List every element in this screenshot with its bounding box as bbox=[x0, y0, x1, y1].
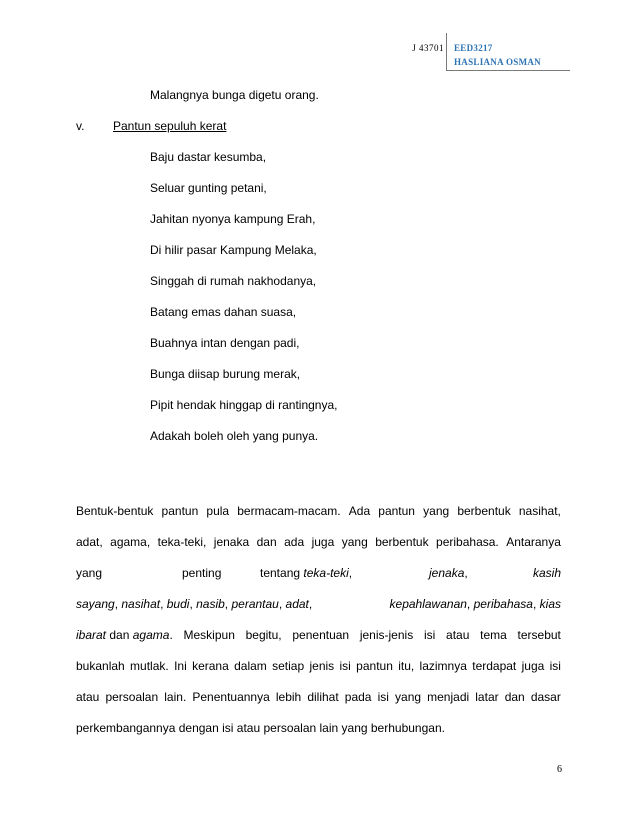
word: Ini bbox=[174, 659, 187, 673]
pantun-line: Baju dastar kesumba, bbox=[150, 150, 267, 164]
word: pantun bbox=[356, 659, 393, 673]
word: isi bbox=[377, 690, 389, 704]
word: mutlak. bbox=[130, 659, 169, 673]
word: perantau bbox=[231, 597, 279, 611]
word: latar bbox=[475, 690, 499, 704]
word: penting bbox=[182, 566, 222, 580]
word: lazimnya bbox=[419, 659, 467, 673]
header-course-block bbox=[454, 41, 541, 69]
word: jenaka bbox=[213, 535, 250, 549]
word: yang bbox=[423, 504, 450, 518]
document-code: J 43701 bbox=[412, 43, 444, 53]
word: lebih bbox=[275, 690, 302, 704]
word: yang bbox=[341, 535, 368, 549]
word: Meskipun bbox=[183, 628, 235, 642]
paragraph-line-2 bbox=[76, 535, 561, 549]
word: menjadi bbox=[427, 690, 470, 704]
author-name: HASLIANA OSMAN bbox=[454, 57, 541, 67]
word: yang bbox=[76, 566, 103, 580]
section-title: Pantun sepuluh kerat bbox=[113, 119, 227, 133]
word: penentuan bbox=[292, 628, 350, 642]
word: bukanlah bbox=[76, 659, 125, 673]
word: juga bbox=[521, 659, 545, 673]
word: ada bbox=[284, 535, 305, 549]
paragraph-line-8: perkembangannya dengan isi atau persoalan lain yang berhubungan. bbox=[76, 721, 445, 735]
word: jenaka bbox=[429, 566, 465, 580]
word: jenis-jenis bbox=[359, 628, 414, 642]
word: pula bbox=[206, 504, 230, 518]
word: dalam bbox=[234, 659, 267, 673]
word: isi bbox=[549, 659, 561, 673]
word: lain. bbox=[164, 690, 187, 704]
pantun-line: Adakah boleh oleh yang punya. bbox=[150, 429, 319, 443]
word: adat bbox=[285, 597, 309, 611]
word: kias bbox=[539, 597, 561, 611]
course-code: EED3217 bbox=[454, 43, 493, 53]
word-group bbox=[76, 628, 173, 642]
word: kerana bbox=[192, 659, 229, 673]
word: Bentuk-bentuk bbox=[76, 504, 154, 518]
pantun-closing-line: Malangnya bunga digetu orang. bbox=[150, 88, 319, 102]
word: teka-teki, bbox=[157, 535, 207, 549]
word: teka-teki bbox=[303, 566, 349, 580]
word: kasih bbox=[532, 566, 561, 580]
word-group: sayang, nasihat, budi, nasib, perantau, adat, bbox=[76, 597, 313, 611]
word: itu, bbox=[398, 659, 415, 673]
word: agama bbox=[132, 628, 170, 642]
pantun-line: Singgah di rumah nakhodanya, bbox=[150, 274, 317, 288]
paragraph-line-5 bbox=[76, 628, 561, 642]
word-group bbox=[429, 566, 468, 580]
word-group: kepahlawanan, peribahasa, kias bbox=[389, 597, 561, 611]
word: Penentuannya bbox=[192, 690, 270, 704]
word: persoalan bbox=[105, 690, 159, 704]
word: kepahlawanan bbox=[389, 597, 467, 611]
word: begitu, bbox=[245, 628, 282, 642]
word: setiap bbox=[272, 659, 305, 673]
pantun-line: Pipit hendak hinggap di rantingnya, bbox=[150, 398, 338, 412]
word: dilihat bbox=[307, 690, 339, 704]
word: pada bbox=[344, 690, 372, 704]
word: adat, bbox=[76, 535, 103, 549]
punct: , bbox=[464, 566, 468, 580]
word: Antaranya bbox=[506, 535, 561, 549]
paragraph-line-6 bbox=[76, 659, 561, 673]
word: peribahasa. bbox=[436, 535, 499, 549]
word: budi bbox=[166, 597, 190, 611]
word: tersebut bbox=[517, 628, 561, 642]
punct: . bbox=[169, 628, 173, 642]
word: bermacam-macam. bbox=[237, 504, 341, 518]
word: pantun bbox=[378, 504, 415, 518]
pantun-line: Batang emas dahan suasa, bbox=[150, 305, 297, 319]
pantun-line: Jahitan nyonya kampung Erah, bbox=[150, 212, 316, 226]
page-number: 6 bbox=[557, 764, 562, 775]
word: Ada bbox=[348, 504, 371, 518]
word: dan bbox=[106, 628, 133, 642]
word: pantun bbox=[161, 504, 199, 518]
word: peribahasa bbox=[473, 597, 533, 611]
pantun-line: Di hilir pasar Kampung Melaka, bbox=[150, 243, 317, 257]
paragraph-line-1 bbox=[76, 504, 561, 518]
header-underline bbox=[446, 70, 570, 71]
word: nasib bbox=[196, 597, 225, 611]
pantun-line: Bunga diisap burung merak, bbox=[150, 367, 301, 381]
word: tentang bbox=[260, 566, 301, 580]
word: agama, bbox=[110, 535, 151, 549]
header-divider bbox=[446, 33, 447, 71]
word: isi bbox=[423, 628, 436, 642]
word: jenis bbox=[309, 659, 335, 673]
word: ibarat bbox=[76, 628, 107, 642]
word: atau bbox=[76, 690, 100, 704]
word: isi bbox=[339, 659, 351, 673]
word: dan bbox=[256, 535, 277, 549]
word: sayang bbox=[76, 597, 115, 611]
paragraph-line-7 bbox=[76, 690, 561, 704]
punct: , bbox=[348, 566, 353, 580]
pantun-line: Seluar gunting petani, bbox=[150, 181, 267, 195]
word: berbentuk bbox=[375, 535, 429, 549]
word: berbentuk bbox=[457, 504, 511, 518]
word-group bbox=[260, 566, 352, 580]
word: dan bbox=[504, 690, 525, 704]
word: juga bbox=[311, 535, 335, 549]
word: terdapat bbox=[472, 659, 517, 673]
word: dasar bbox=[530, 690, 561, 704]
pantun-line: Buahnya intan dengan padi, bbox=[150, 336, 300, 350]
word: yang bbox=[395, 690, 422, 704]
word: atau bbox=[446, 628, 470, 642]
word: nasihat, bbox=[518, 504, 561, 518]
word: nasihat bbox=[121, 597, 161, 611]
section-numeral: v. bbox=[76, 119, 85, 133]
word: tema bbox=[480, 628, 507, 642]
